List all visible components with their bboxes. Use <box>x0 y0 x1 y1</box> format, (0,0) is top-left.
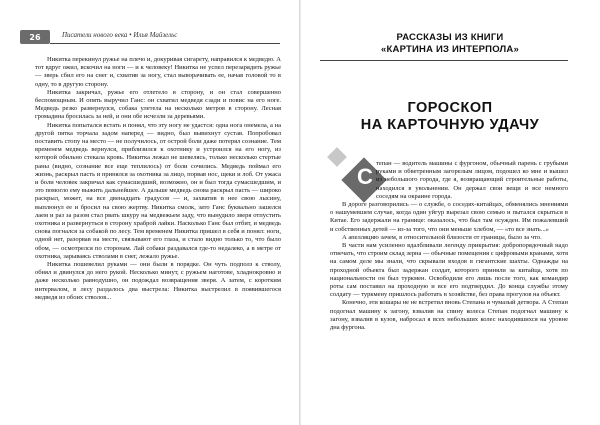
section-heading <box>330 32 570 56</box>
drop-cap: С <box>357 164 373 189</box>
paragraph: Никитка закричал, ружье его отлетело в сторону, и он стал совершенно беспомощным. И опять выручил Ганс: он схватил медведя сзади и повис на его ноге. Медведь резко развернулся, собака улетела на несколько метров в сторону. Лесная громадина бросилась за ней, и они обе исчезли за деревьями. <box>35 88 281 121</box>
header-rule <box>320 60 568 61</box>
running-head: Писатели нового века • Илья Майзельс <box>62 31 178 39</box>
paragraph: В дороге разговорились — о службе, о соседях-китайцах, обменялись мнениями о нашумевшем случае, когда один уйгур вырезал свою семью и пытался скрыться в Китае. Его задержали на границе: оказалось, что был там осужден. Им пожалевший и собственных детей — из-за того, что они меньше хлебом, — «то все знать...» <box>330 201 568 233</box>
left-page <box>0 0 298 425</box>
section-heading-line2: «КАРТИНА ИЗ ИНТЕРПОЛА» <box>381 44 519 55</box>
paragraph: Конечно, эти кошары не не встретил вновь Степана и чумазый детвора. А Степан подогнал машину к загону, взвалив на спину колеса Степан подогнал машину к загону, взвалив в кузов, набросал я всех небольших колес находившихся на уровне дна фургона. <box>330 299 568 332</box>
paragraph: Никитка попытался встать и понял, что эту ногу не удастся: одна нога онемела, а на другой пятка торчала задом наперед — видно, был вывихнут сустав. Попробовал поставить стопу на место — не получилось, от острой боли даже потерял сознание. Тем временем медведь вернулся, приблизился к охотнику и устроился на его ногу, из которой обильно стекала кровь. Никитка лежал не шевелясь, только несколько стертые раны (видно, сознание все еще теплилось) от боли сочились. Медведь поймал его жизнь, раскрыл пасть и принялся за охотника за лицо, порвав нос, щеки и лоб. От ужаса и боли человек закричал как сумасшедший, возможно, он и был тогда сумасшедшим, и это помогло ему выжить дальнейшее. А дальше медведь снова раскрыл пасть — широко раскрыл, может, на все двенадцать градусов — и, захватив в нее свою лысину, выплюнул ее и бросил на свою жертву. Никитка смолк, зато Ганс буквально зашелся лаем и раз за разом стал рвать шкуру на медвежьем заду, что вынудило зверя отпустить охотника и развернуться в сторону храброй лайки. Насколько Ганс был отбит, и медведь снова погнался за собакой по лесу. Тем временем Никитка пришел в себя и понял: ноги, одной нет, разорвав на месте, связывают его глаза, и стало видно только то, что было обом, — осмотрелся по сторонам. Лай собаки раздавался где-то недалеко, а в метре от охотника, зарываясь стволами в снег, лежало ружье. <box>35 121 281 260</box>
paragraph: А апелляцию зачем, в относительной близости от границы, было за что. <box>342 233 542 241</box>
section-heading-line1: РАССКАЗЫ ИЗ КНИГИ <box>396 32 504 43</box>
header-rule <box>50 43 280 44</box>
story-title-line1: ГОРОСКОП <box>407 100 493 116</box>
story-title <box>330 100 570 134</box>
paragraph: Никитка перекинул ружье на плечо и, докуривая сигарету, направился к медведю. А тот вдруг ожил, вскочил на ноги — и к человеку! Никитка не успел перезарядить ружье — зверь сбил его на снег и, схватив за ногу, стал выворачивать ее, начав головой то в одну, то в другую сторону. <box>35 56 281 88</box>
left-body-text <box>35 56 281 302</box>
paragraph: тепан — водитель машины с фургоном, обычный парень с грубыми руками и обветренным загорелым лицом, подошел ко мне и вышел из небольшого города, где я, возвращающий строительные работы, находился в увольнении. Он держал свои вещи и все немного соседям на окраине города. <box>376 160 568 200</box>
right-body-text <box>330 160 568 332</box>
paragraph: Никитка пошевелил руками — они были в порядке. Он чуть подполз к стволу, обнял и двинулся до него рукой. Несколько минут, с ружьем наготове, хладнокровно и даже несколько равнодушно, он подождал возвращения зверя. А затем, с коротким интервалом, в лесу раздалось два выстрела: Никитка выстрелил в появившегося медведя из обоих стволов... <box>35 261 281 301</box>
story-title-line2: НА КАРТОЧНУЮ УДАЧУ <box>360 117 540 133</box>
page-number-badge: 26 <box>20 30 50 44</box>
paragraph: В части нам усиленно вдалбливали легенду прикрытия: добропорядочный надо отвечать, что строим склад зерна — обычные помещения с цифровыми кранами, хотя на самом деле мы знали, что скрывали входов в гигантские шахты. Однажды на проходной объекта был задержан солдат, которого приняли за китайца, хотя по национальности он был туркмен. Освободили его лишь после того, как командир роты сам поставил на проходную и все его подтвердил. До конца службы этому солдату — туркмену пришлось работать в хозяйстве, без права прогулов на объект. <box>330 242 568 299</box>
book-gutter <box>299 0 301 425</box>
